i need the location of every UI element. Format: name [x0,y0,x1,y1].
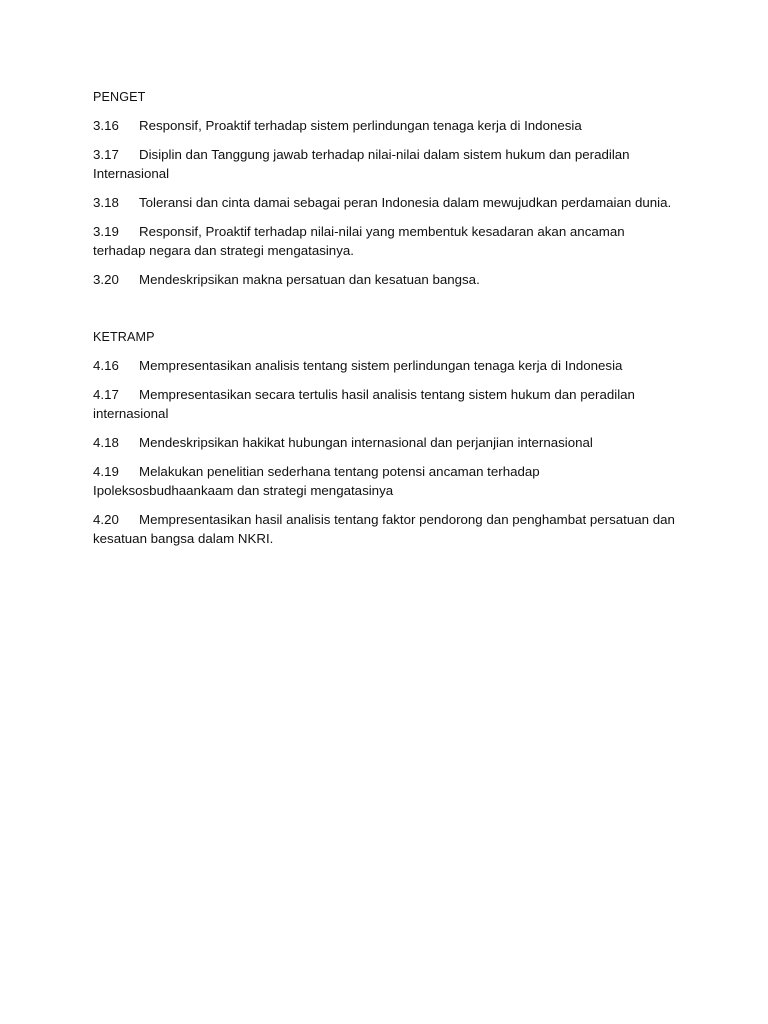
item-number: 4.18 [93,435,119,450]
item-number: 3.19 [93,224,119,239]
list-item [93,270,678,289]
section-heading: PENGET [93,90,146,104]
list-item [93,462,678,500]
item-number: 4.20 [93,512,119,527]
section-keterampilan [93,328,678,548]
section-spacer [93,299,678,328]
item-number: 3.16 [93,118,119,133]
item-number: 4.17 [93,387,119,402]
item-text: Disiplin dan Tanggung jawab terhadap nilai-nilai dalam sistem hukum dan peradilan Internasional [93,147,630,181]
list-item [93,193,678,212]
list-item [93,356,678,375]
list-item [93,116,678,135]
item-text: Melakukan penelitian sederhana tentang potensi ancaman terhadap Ipoleksosbudhaankaam dan strategi mengatasinya [93,464,540,498]
item-number: 4.19 [93,464,119,479]
item-text: Mendeskripsikan makna persatuan dan kesatuan bangsa. [139,272,480,287]
item-text: Responsif, Proaktif terhadap sistem perlindungan tenaga kerja di Indonesia [139,118,582,133]
list-item [93,433,678,452]
section-heading: KETRAMP [93,330,155,344]
item-text: Mempresentasikan analisis tentang sistem perlindungan tenaga kerja di Indonesia [139,358,623,373]
item-number: 3.20 [93,272,119,287]
list-item [93,145,678,183]
item-number: 3.18 [93,195,119,210]
item-number: 4.16 [93,358,119,373]
item-text: Responsif, Proaktif terhadap nilai-nilai yang membentuk kesadaran akan ancaman terhadap negara dan strategi mengatasinya. [93,224,625,258]
list-item [93,385,678,423]
item-text: Toleransi dan cinta damai sebagai peran Indonesia dalam mewujudkan perdamaian dunia. [139,195,672,210]
item-text: Mempresentasikan hasil analisis tentang faktor pendorong dan penghambat persatuan dan kesatuan bangsa dalam NKRI. [93,512,675,546]
item-number: 3.17 [93,147,119,162]
list-item [93,222,678,260]
list-item [93,510,678,548]
item-text: Mendeskripsikan hakikat hubungan internasional dan perjanjian internasional [139,435,593,450]
section-pengetahuan [93,88,678,289]
document-body [93,88,678,558]
item-text: Mempresentasikan secara tertulis hasil analisis tentang sistem hukum dan peradilan internasional [93,387,635,421]
